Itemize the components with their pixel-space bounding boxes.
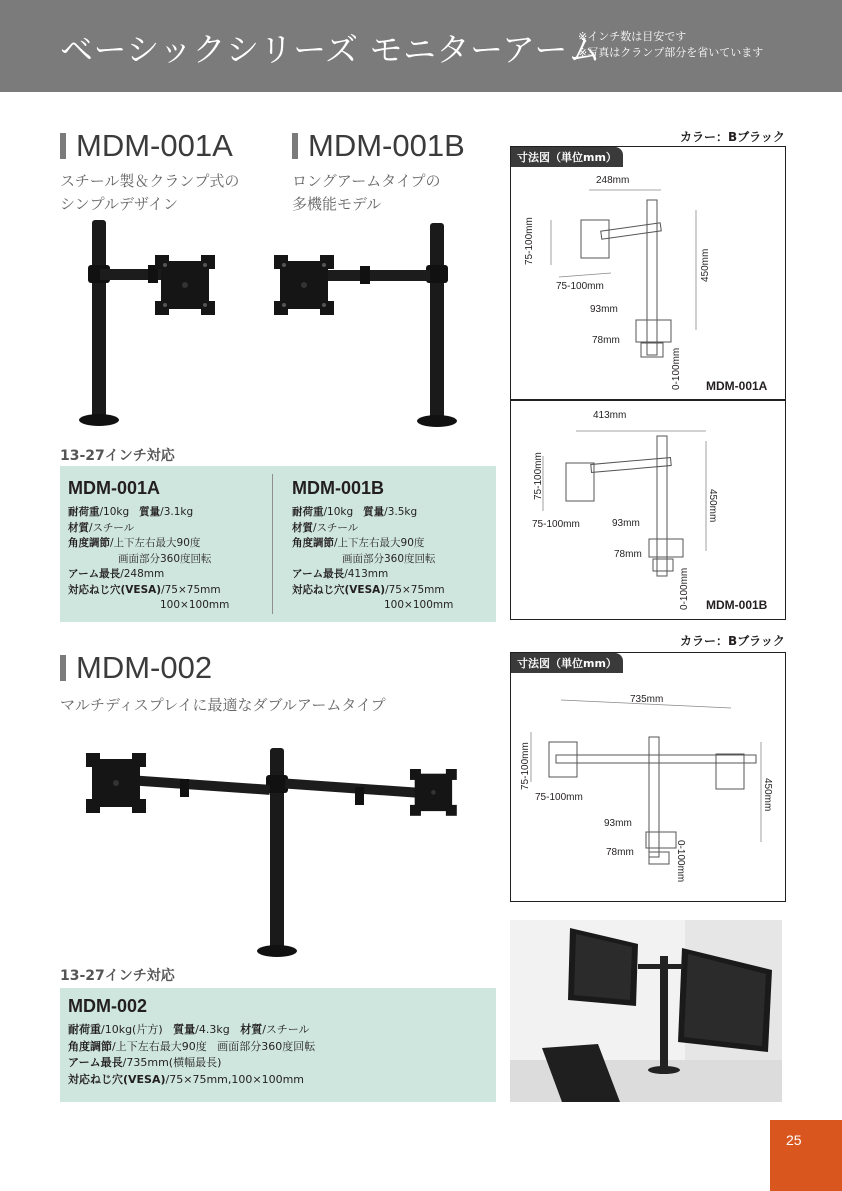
spec-list-001a: 耐荷重/10kg 質量/3.1kg 材質/スチール 角度調節/上下左右最大90度 画面部分360度回転 アーム最長/248mm 対応ねじ穴(VESA)/75×75mm 100×100mm [68,506,230,611]
product-desc-001a: スチール製＆クランプ式の シンプルデザイン [60,172,240,213]
dimension-tag: 寸法図（単位mm） [511,147,623,167]
photo-scene [510,920,782,1102]
header-note-1: ※インチ数は目安です [578,30,687,43]
page-number-tab [770,1120,842,1191]
dim-label-vesa-v: 75-100mm [524,217,535,265]
product-image-001a [70,215,230,430]
dim-label-clamp-b: 0-100mm [679,567,690,610]
dim-label-78: 78mm [592,335,620,346]
spec-title-001b: MDM-001B [292,478,385,498]
dim-label-78-c: 78mm [606,847,634,858]
dim-label-78-b: 78mm [614,549,642,560]
dim-label-93: 93mm [590,304,618,315]
title-bar-marker [292,133,298,159]
dim-label-vesa-v-c: 75-100mm [520,742,531,790]
dim-label-arm-c: 735mm [630,694,664,705]
dim-label-vesa-v-b: 75-100mm [533,452,544,500]
color-note-top: カラー：Bブラック [680,130,785,144]
dimension-drawing-001b [511,401,783,617]
dimension-drawing-002 [511,672,783,898]
title-bar-marker [60,133,66,159]
dimension-tag-002: 寸法図（単位mm） [511,653,623,673]
product-title-001b: MDM-001B [292,128,465,164]
dim-label-vesa-h-b: 75-100mm [532,519,580,530]
header-notes [578,29,763,61]
product-photo [510,920,782,1102]
dim-label-height: 450mm [700,248,711,282]
dimension-drawing-001a [511,165,783,397]
dim-label-arm: 248mm [596,175,630,186]
product-image-002 [80,745,475,960]
color-note-bottom: カラー：Bブラック [680,634,785,648]
dim-label-height-c: 450mm [762,778,773,812]
size-note-bottom: 13-27インチ対応 [60,968,175,984]
dim-label-clamp: 0-100mm [671,347,682,390]
header-note-2: ※写真はクランプ部分を省いています [578,46,764,59]
page-title: ベーシックシリーズ モニターアーム [60,30,602,69]
dim-label-vesa-h: 75-100mm [556,281,604,292]
dim-label-93-c: 93mm [604,818,632,829]
product-desc-001b: ロングアームタイプの 多機能モデル [292,172,441,213]
product-desc-002: マルチディスプレイに最適なダブルアームタイプ [60,696,386,714]
dim-label-93-b: 93mm [612,518,640,529]
product-image-001b [268,215,468,430]
dim-model-001b: MDM-001B [706,598,768,612]
spec-title-001a: MDM-001A [68,478,161,498]
product-title-001a: MDM-001A [60,128,233,164]
spec-divider [272,474,273,614]
dim-label-height-b: 450mm [707,489,718,523]
spec-title-002: MDM-002 [68,996,148,1016]
dim-model-001a: MDM-001A [706,379,768,393]
size-note-top: 13-27インチ対応 [60,448,175,464]
dim-label-vesa-h-c: 75-100mm [535,792,583,803]
spec-list-001b: 耐荷重/10kg 質量/3.5kg 材質/スチール 角度調節/上下左右最大90度 画面部分360度回転 アーム最長/413mm 対応ねじ穴(VESA)/75×75mm 100×100mm [292,506,454,611]
page-number: 25 [786,1132,802,1148]
title-bar-marker [60,655,66,681]
product-title-002: MDM-002 [60,650,212,686]
dim-label-clamp-c: 0-100mm [675,840,686,883]
spec-list-002: 耐荷重/10kg(片方) 質量/4.3kg 材質/スチール 角度調節/上下左右最大90度 画面部分360度回転 アーム最長/735mm(横幅最長) 対応ねじ穴(VESA)/75×75mm,100×100mm [68,1023,316,1086]
dim-label-arm-b: 413mm [593,410,627,421]
